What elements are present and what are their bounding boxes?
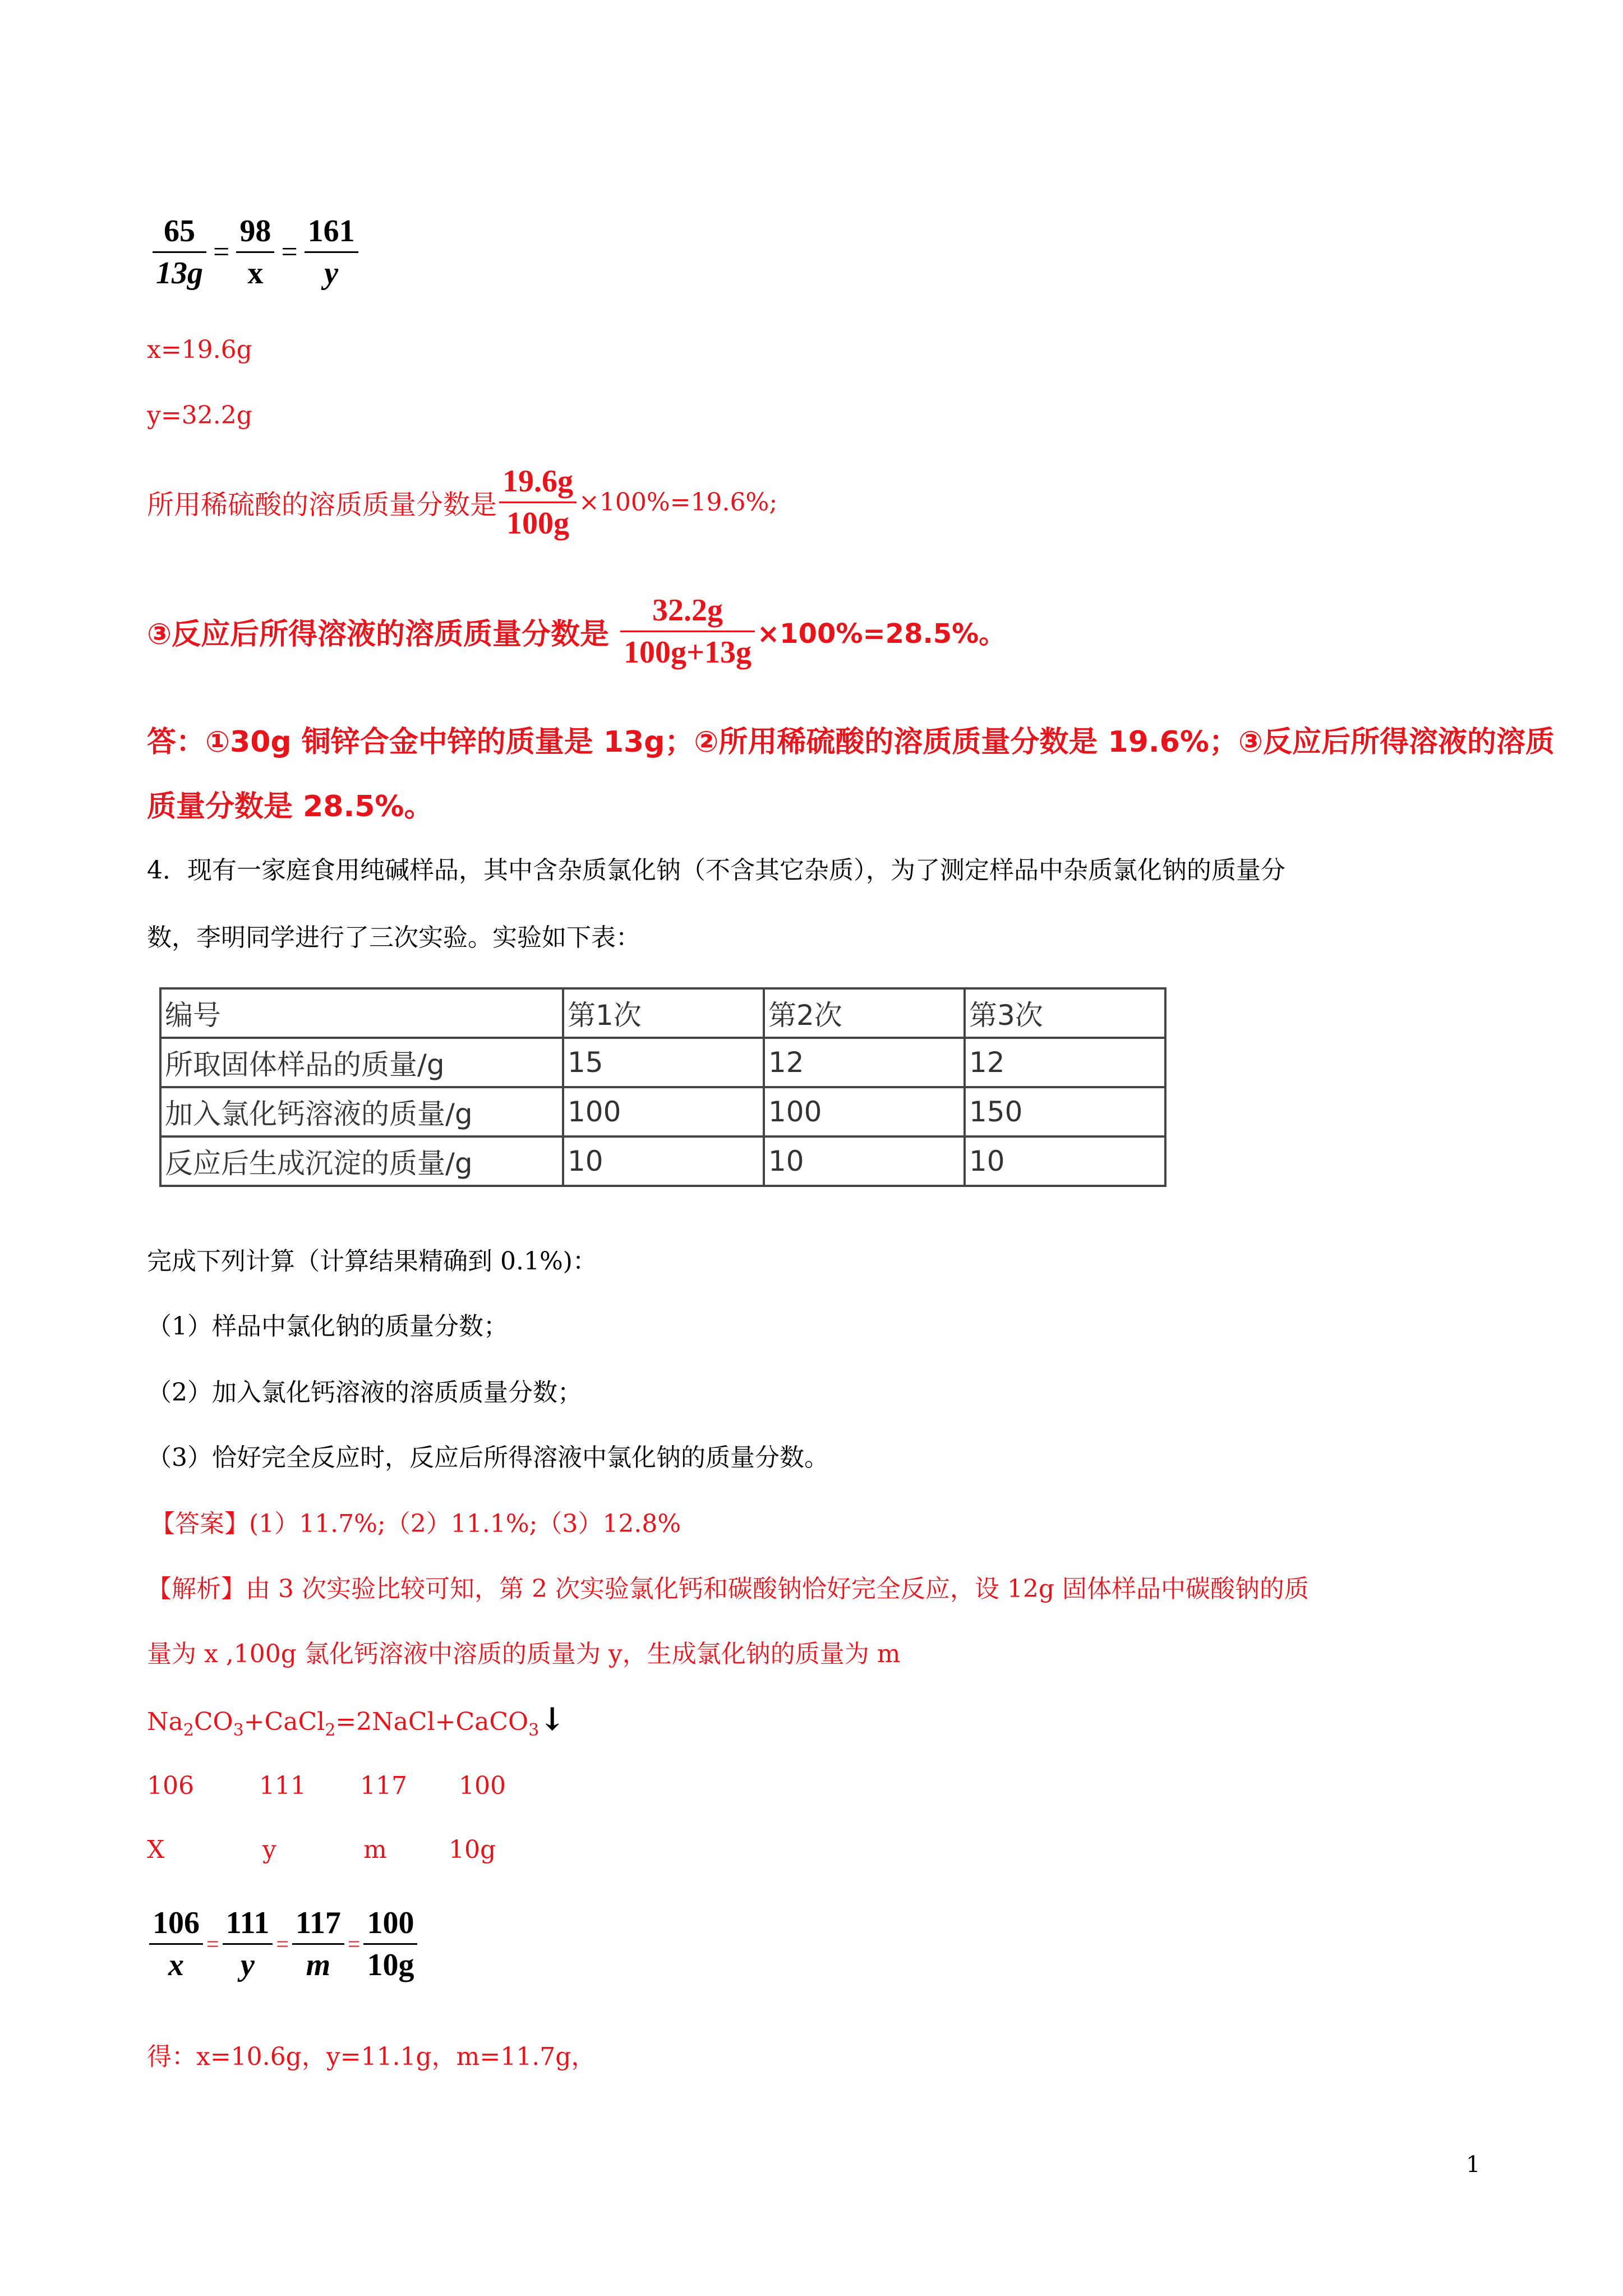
table-header-cell: 第2次 [764, 988, 965, 1038]
unknown-m: m [363, 1835, 387, 1864]
analysis-line2: 量为 x ,100g 氯化钙溶液中溶质的质量为 y，生成氯化钠的质量为 m [147, 1640, 901, 1668]
table-header-cell: 第3次 [965, 988, 1165, 1038]
table-cell: 12 [965, 1038, 1165, 1087]
tasks-intro: 完成下列计算（计算结果精确到 0.1%)： [147, 1247, 597, 1276]
table-cell: 150 [965, 1087, 1165, 1137]
equation-carbonate-ratio: 106 x = 111 y = 117 m = 100 10g [147, 1903, 419, 1985]
question-4-line1: 4．现有一家庭食用纯碱样品，其中含杂质氯化钠（不含其它杂质），为了测定样品中杂质氯化钠的质量分 [147, 856, 1285, 885]
unknown-x: X [147, 1835, 165, 1864]
experiment-table [159, 987, 1166, 1187]
task-3: （3）恰好完全反应时，反应后所得溶液中氯化钠的质量分数。 [147, 1443, 829, 1472]
table-cell: 100 [563, 1087, 764, 1137]
ratio-117: 117 [360, 1772, 407, 1800]
table-header-cell: 编号 [160, 988, 563, 1038]
page-number: 1 [1466, 2152, 1481, 2178]
table-cell: 10 [563, 1137, 764, 1186]
solution-fraction-line: ③反应后所得溶液的溶质质量分数是 32.2g 100g+13g ×100%=28.5%。 [147, 593, 1006, 670]
result-y: y=32.2g [147, 401, 252, 430]
table-cell: 反应后生成沉淀的质量/g [160, 1137, 563, 1186]
table-header-cell: 第1次 [563, 988, 764, 1038]
table-cell: 12 [764, 1038, 965, 1087]
precipitate-arrow-icon: ↓ [539, 1701, 566, 1738]
result-x: x=19.6g [147, 335, 252, 364]
table-cell: 15 [563, 1038, 764, 1087]
table-cell: 加入氯化钙溶液的质量/g [160, 1087, 563, 1137]
table-cell: 10 [965, 1137, 1165, 1186]
ratio-106: 106 [147, 1772, 194, 1800]
analysis-line1: 【解析】由 3 次实验比较可知，第 2 次实验氯化钙和碳酸钠恰好完全反应，设 12g 固体样品中碳酸钠的质 [147, 1575, 1310, 1603]
answer-3-line2: 质量分数是 28.5%。 [147, 790, 434, 823]
unknown-10g: 10g [449, 1835, 496, 1864]
reaction-equation: $Na_2CO_3+CaCl_2=2NaCl+CaCO_3↓$ [147, 1701, 566, 1740]
table-header-row [160, 988, 1165, 1038]
table-row [160, 1137, 1165, 1186]
table-cell: 100 [764, 1087, 965, 1137]
ratio-100: 100 [459, 1772, 506, 1800]
task-1: （1）样品中氯化钠的质量分数； [147, 1312, 508, 1341]
ratio-111: 111 [259, 1772, 306, 1800]
table-row [160, 1087, 1165, 1137]
table-cell: 10 [764, 1137, 965, 1186]
answer-3-line1: 答：①30g 铜锌合金中锌的质量是 13g；②所用稀硫酸的溶质质量分数是 19.6%；③反应后所得溶液的溶质 [147, 725, 1555, 759]
question-4-line2: 数，李明同学进行了三次实验。实验如下表： [147, 923, 640, 952]
equation-zinc-ratio: 65 13g = 98 x = 161 y [150, 211, 361, 293]
answer-4: 【答案】(1）11.7%;（2）11.1%;（3）12.8% [150, 1510, 681, 1538]
unknown-y: y [262, 1835, 276, 1864]
table-cell: 所取固体样品的质量/g [160, 1038, 563, 1087]
table-row [160, 1038, 1165, 1087]
task-2: （2）加入氯化钙溶液的溶质质量分数； [147, 1378, 582, 1407]
acid-fraction-line: 所用稀硫酸的溶质质量分数是 19.6g 100g ×100%=19.6%; [147, 464, 778, 541]
final-result: 得：x=10.6g，y=11.1g，m=11.7g， [147, 2042, 596, 2071]
